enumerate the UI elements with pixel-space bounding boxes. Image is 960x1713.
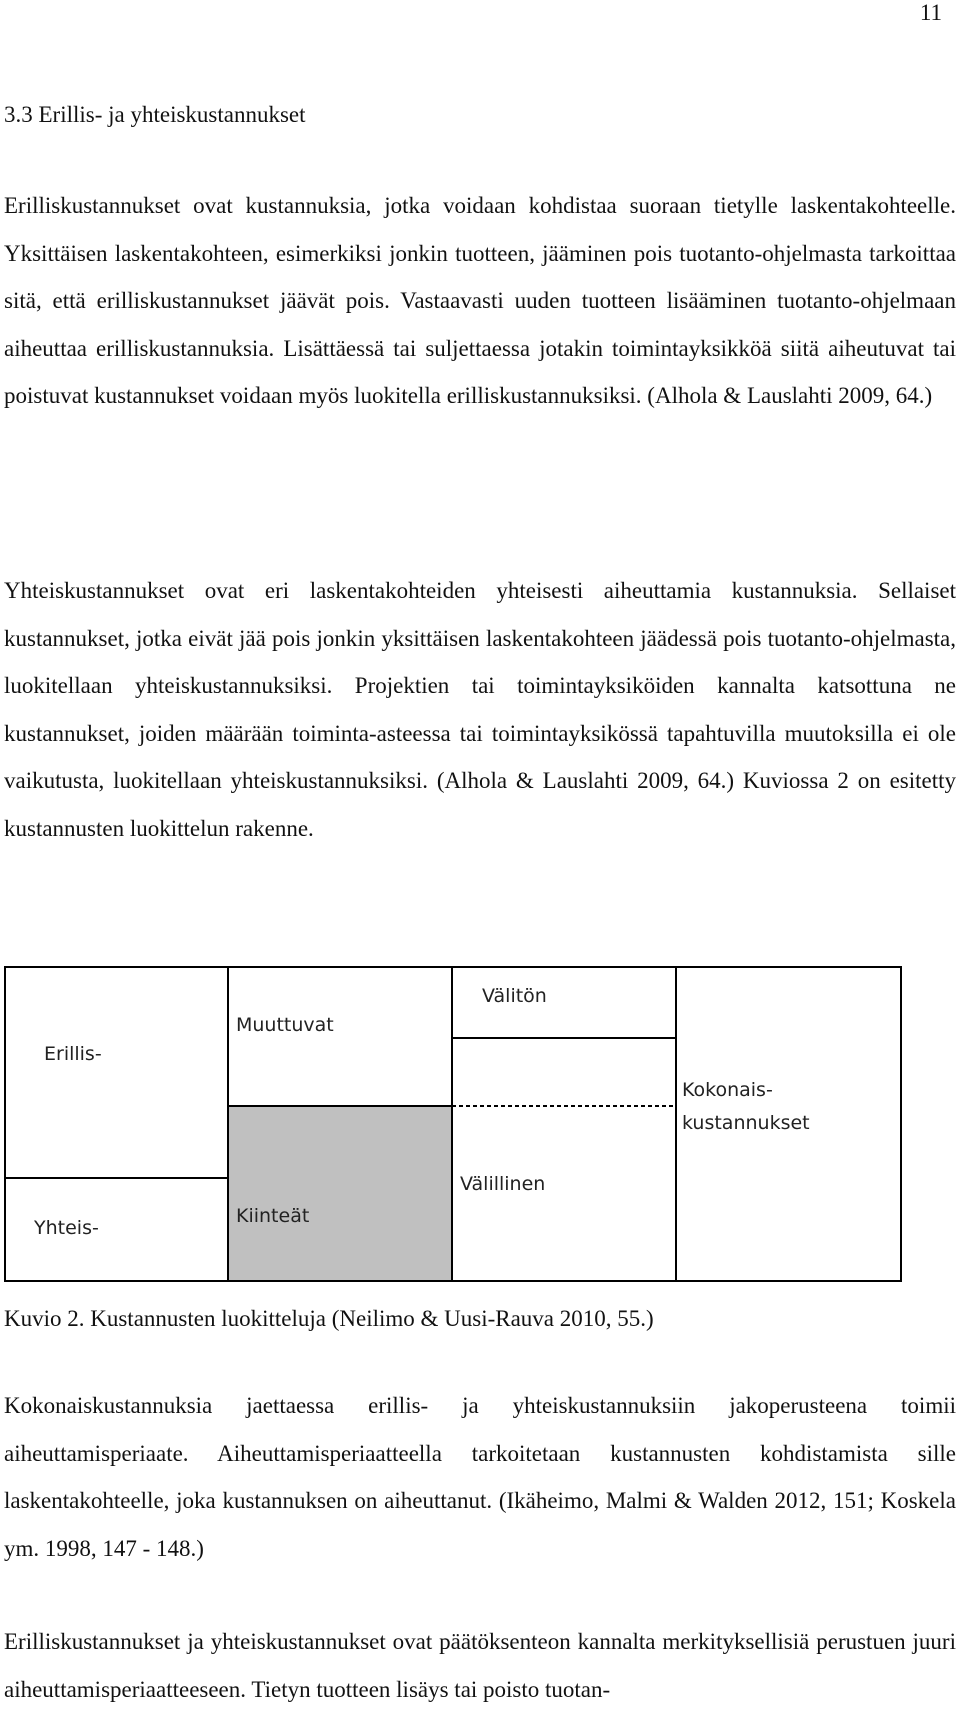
label-yhteis: Yhteis- <box>34 1217 99 1239</box>
paragraph-erilliskustannukset: Erilliskustannukset ovat kustannuksia, jotka voidaan kohdistaa suoraan tietylle laskentakohteelle. Yksittäisen laskentakohteen, esimerkiksi jonkin tuotteen, jääminen pois tuotanto-ohjelmasta tarkoittaa sitä, että erilliskustannukset jäävät pois. Vastaavasti uuden tuotteen lisääminen tuotanto-ohjelmaan aiheuttaa erilliskustannuksia. Lisättäessä tai suljettaessa jotakin toimintayksikköä siitä aiheutuvat tai poistuvat kustannukset voidaan myös luokitella erilliskustannuksiksi. (Alhola & Lauslahti 2009, 64.) <box>4 193 956 409</box>
cost-classification-figure <box>4 966 902 1282</box>
label-kokonais-line1: Kokonais- <box>682 1079 773 1101</box>
label-kokonais-line2: kustannukset <box>682 1112 810 1134</box>
section-heading: 3.3 Erillis- ja yhteiskustannukset <box>4 102 306 127</box>
paragraph-kokonaiskustannukset: Kokonaiskustannuksia jaettaessa erillis- ja yhteiskustannuksiin jakoperusteena toimii aiheuttamisperiaate. Aiheuttamisperiaatteella tarkoitetaan kustannusten kohdistamista sille laskentakohteelle, joka kustannuksen on aiheuttanut. (Ikäheimo, Malmi & Walden 2012, 151; Koskela ym. 1998, 147 - 148.) <box>4 1393 956 1561</box>
fixed-costs-area <box>228 1106 452 1282</box>
page-number: 11 <box>919 0 942 25</box>
figure-caption: Kuvio 2. Kustannusten luokitteluja (Neilimo & Uusi-Rauva 2010, 55.) <box>4 1306 654 1331</box>
paragraph-yhteiskustannukset: Yhteiskustannukset ovat eri laskentakohteiden yhteisesti aiheuttamia kustannuksia. Sellaiset kustannukset, jotka eivät jää pois jonkin yksittäisen laskentakohteen jäädessä pois tuotanto-ohjelmasta, luokitellaan yhteiskustannuksiksi. Projektien tai toimintayksiköiden kannalta katsottuna ne kustannukset, joiden määrään toiminta-asteessa tai toimintayksikössä tapahtuvilla muutoksilla ei ole vaikutusta, luokitellaan yhteiskustannuksiksi. (Alhola & Lauslahti 2009, 64.) Kuviossa 2 on esitetty kustannusten luokittelun rakenne. <box>4 578 956 841</box>
label-valiton: Välitön <box>482 985 547 1007</box>
label-kiinteat: Kiinteät <box>236 1205 310 1227</box>
label-muuttuvat: Muuttuvat <box>236 1014 334 1036</box>
label-valillinen: Välillinen <box>460 1173 546 1195</box>
paragraph-paatoksenteko: Erilliskustannukset ja yhteiskustannukset ovat päätöksenteon kannalta merkityksellisiä perustuen juuri aiheuttamisperiaatteeseen. Tietyn tuotteen lisäys tai poisto tuotan- <box>4 1629 956 1702</box>
label-erillis: Erillis- <box>44 1043 102 1065</box>
